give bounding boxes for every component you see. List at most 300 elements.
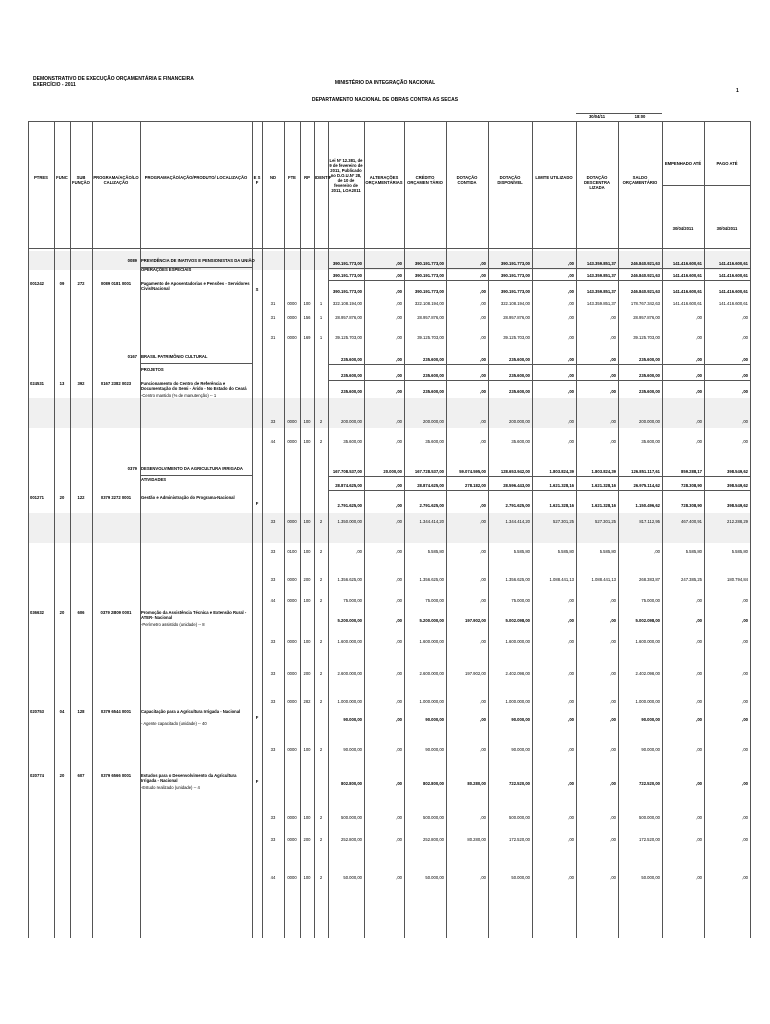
amount-cell: ,00 [568, 837, 574, 842]
source-code: 0000 [287, 577, 297, 582]
amount-cell: ,00 [696, 717, 702, 722]
subfunction-code: 128 [77, 709, 85, 714]
amount-cell: ,00 [610, 618, 616, 623]
amount-cell: 50.000,00 [641, 875, 660, 880]
source-code: 0000 [287, 747, 297, 752]
source-code: 0000 [287, 815, 297, 820]
identifier-code: 2 [319, 519, 323, 524]
amount-cell: 2.791.625,00 [505, 503, 530, 508]
action-target-note: -Estudo realizado (unidade) -- 4 [141, 785, 200, 790]
amount-cell: ,00 [742, 837, 748, 842]
program-code: 0089 [127, 258, 137, 263]
amount-cell: 247.385,25 [681, 577, 702, 582]
ptres-code: 001271 [30, 495, 44, 500]
amount-cell: 28.874.625,00 [417, 483, 444, 488]
amount-cell: ,00 [568, 815, 574, 820]
amount-cell: ,00 [396, 577, 402, 582]
amount-cell: 235.600,00 [423, 389, 444, 394]
amount-cell: 1.356.625,00 [505, 577, 530, 582]
amount-cell: ,00 [480, 747, 486, 752]
source-code: 0000 [287, 699, 297, 704]
amount-cell: ,00 [480, 699, 486, 704]
source-code: 0000 [287, 519, 297, 524]
rp-code: 100 [303, 519, 311, 524]
amount-cell: ,00 [396, 549, 402, 554]
amount-cell: 1.000.000,00 [337, 699, 362, 704]
action-code: 0379 2272 0001 [100, 495, 132, 500]
amount-cell: ,00 [396, 639, 402, 644]
amount-cell: 197.902,00 [465, 671, 486, 676]
sphere-code: F [255, 715, 259, 720]
amount-cell: ,00 [396, 598, 402, 603]
amount-cell: ,00 [480, 503, 486, 508]
nature-code: 33 [270, 671, 276, 676]
identifier-code: 2 [319, 815, 323, 820]
rp-code: 282 [303, 699, 311, 704]
amount-cell: 322.108.194,00 [332, 301, 362, 306]
amount-cell: 398.549,62 [727, 469, 748, 474]
rp-code: 169 [303, 335, 311, 340]
column-header-rp: RP [304, 175, 310, 180]
action-description: Pagamento de Aposentadorias e Pensões - Servidores Civis/Nacional [141, 281, 250, 291]
amount-cell: ,00 [696, 747, 702, 752]
program-name: PREVIDÊNCIA DE INATIVOS E PENSIONISTAS DA UNIÃO [141, 258, 255, 263]
amount-cell: 35.600,00 [641, 439, 660, 444]
func-code: 20 [59, 610, 65, 615]
ptres-code: 020774 [30, 773, 44, 778]
program-rule [140, 475, 252, 476]
amount-cell: ,00 [568, 671, 574, 676]
amount-cell: ,00 [568, 419, 574, 424]
amount-cell: 1.803.824,39 [591, 469, 616, 474]
func-code: 20 [59, 773, 65, 778]
amount-cell: ,00 [396, 699, 402, 704]
amount-cell: 141.416.600,61 [718, 261, 748, 266]
amount-cell: ,00 [480, 519, 486, 524]
amount-cell: 90.000,00 [343, 747, 362, 752]
subtotal-rule [328, 490, 750, 491]
amount-cell: 35.600,00 [343, 439, 362, 444]
column-header-lei: Lei Nº 12.381, de 9 de fevereiro de 2011, Publicado no D.O.U.Nº 28, de 10 de fevereiro de 2011, LOA2011 [329, 158, 363, 193]
amount-cell: ,00 [610, 389, 616, 394]
amount-cell: 235.600,00 [423, 373, 444, 378]
report-title [33, 76, 194, 88]
identifier-code: 2 [319, 875, 323, 880]
subtotal-rule [328, 280, 750, 281]
column-header-alteracoes: ALTERAÇÕES ORÇAMENTÁRIAS [365, 175, 403, 185]
column-header-fte: FTE [288, 175, 296, 180]
subtotal-rule [328, 268, 750, 269]
amount-cell: 167.708.537,00 [332, 469, 362, 474]
program-name: DESENVOLVIMENTO DA AGRICULTURA IRRIGADA [141, 466, 243, 471]
amount-cell: ,00 [480, 261, 486, 266]
amount-cell: ,00 [654, 549, 660, 554]
column-header-dotacao_desc: DOTAÇÃO DESCENTRA LIZADA [583, 175, 611, 190]
source-code: 0000 [287, 335, 297, 340]
amount-cell: 235.600,00 [639, 389, 660, 394]
subtotal-rule [328, 476, 750, 477]
amount-cell: ,00 [610, 335, 616, 340]
amount-cell: ,00 [568, 315, 574, 320]
amount-cell: 5.585,80 [731, 549, 748, 554]
amount-cell: 398.549,62 [727, 503, 748, 508]
amount-cell: 212.288,29 [727, 519, 748, 524]
amount-cell: 75.000,00 [641, 598, 660, 603]
amount-cell: ,00 [568, 747, 574, 752]
amount-cell: ,00 [696, 699, 702, 704]
nature-code: 31 [270, 315, 276, 320]
identifier-code: 1 [319, 335, 323, 340]
subgroup-name: ATIVIDADES [141, 477, 167, 482]
amount-cell: 802.800,00 [423, 781, 444, 786]
amount-cell: 235.600,00 [341, 389, 362, 394]
column-header-descricao: PROGRAMAÇÃO/AÇÃO/PRODUTO/ LOCALIZAÇÃO [144, 175, 248, 180]
column-header-func: FUNC [56, 175, 68, 180]
amount-cell: ,00 [610, 699, 616, 704]
amount-cell: ,00 [396, 389, 402, 394]
amount-cell: ,00 [396, 618, 402, 623]
amount-cell: 235.600,00 [509, 357, 530, 362]
amount-cell: ,00 [396, 373, 402, 378]
amount-cell: 5.200.000,00 [419, 618, 444, 623]
amount-cell: 1.000.000,00 [635, 699, 660, 704]
column-header-nd: ND [269, 175, 277, 180]
amount-cell: ,00 [742, 717, 748, 722]
action-target-note: -Perímetro assistido (unidade) -- 8 [141, 622, 205, 627]
amount-cell: ,00 [396, 301, 402, 306]
amount-cell: 1.344.414,20 [419, 519, 444, 524]
amount-cell: 235.600,00 [639, 373, 660, 378]
nature-code: 44 [270, 439, 276, 444]
amount-cell: ,00 [696, 837, 702, 842]
amount-cell: 527.301,25 [553, 519, 574, 524]
subtotal-rule [328, 380, 750, 381]
program-rule [140, 363, 252, 364]
rp-code: 100 [303, 875, 311, 880]
rp-code: 100 [303, 747, 311, 752]
source-code: 0000 [287, 419, 297, 424]
amount-cell: 39.125.703,00 [417, 335, 444, 340]
amount-cell: ,00 [610, 598, 616, 603]
amount-cell: ,00 [568, 875, 574, 880]
amount-cell: ,00 [742, 389, 748, 394]
amount-cell: ,00 [742, 747, 748, 752]
amount-cell: ,00 [568, 335, 574, 340]
amount-cell: ,00 [396, 483, 402, 488]
amount-cell: 1.621.328,16 [591, 483, 616, 488]
amount-cell: 5.585,80 [513, 549, 530, 554]
amount-cell: 235.600,00 [341, 373, 362, 378]
action-target-note: -Centro mantido (% de manutenção) -- 1 [141, 393, 217, 398]
source-code: 0000 [287, 875, 297, 880]
subgroup-name: PROJETOS [141, 367, 164, 372]
source-code: 0000 [287, 301, 297, 306]
amount-cell: ,00 [742, 875, 748, 880]
column-header-ptres: PTRES [34, 175, 48, 180]
sphere-code: F [255, 501, 259, 506]
amount-cell: 26.975.114,62 [633, 483, 660, 488]
amount-cell: 390.191.773,00 [414, 289, 444, 294]
amount-cell: 80.280,00 [467, 837, 486, 842]
amount-cell: ,00 [396, 519, 402, 524]
amount-cell: ,00 [568, 261, 574, 266]
amount-cell: ,00 [696, 419, 702, 424]
column-header-dotacao_contida: DOTAÇÃO CONTIDA [456, 175, 478, 185]
column-rule [252, 121, 253, 938]
amount-cell: 143.359.851,37 [586, 261, 616, 266]
amount-cell: ,00 [696, 439, 702, 444]
func-code: 04 [59, 709, 65, 714]
page-number: 1 [736, 88, 739, 94]
amount-cell: 2.600.000,00 [337, 671, 362, 676]
amount-cell: ,00 [610, 747, 616, 752]
amount-cell: 1.350.000,00 [337, 519, 362, 524]
action-code: 0379 6544 0001 [100, 709, 132, 714]
program-band [28, 513, 750, 543]
amount-cell: 128.653.942,00 [500, 469, 530, 474]
amount-cell: ,00 [742, 699, 748, 704]
amount-cell: ,00 [568, 289, 574, 294]
amount-cell: 722.520,00 [509, 781, 530, 786]
amount-cell: 180.794,84 [727, 577, 748, 582]
amount-cell: 200.000,00 [341, 419, 362, 424]
amount-cell: 90.000,00 [641, 717, 660, 722]
nature-code: 33 [270, 577, 276, 582]
amount-cell: 390.191.773,00 [500, 261, 530, 266]
amount-cell: 268.383,87 [639, 577, 660, 582]
rp-code: 100 [303, 419, 311, 424]
amount-cell: ,00 [610, 373, 616, 378]
amount-cell: ,00 [396, 315, 402, 320]
source-code: 0000 [287, 837, 297, 842]
amount-cell: ,00 [480, 875, 486, 880]
amount-cell: ,00 [696, 598, 702, 603]
amount-cell: 235.600,00 [639, 357, 660, 362]
nature-code: 33 [270, 549, 276, 554]
amount-cell: ,00 [742, 618, 748, 623]
column-rule [70, 121, 71, 938]
amount-cell: 500.000,00 [423, 815, 444, 820]
amount-cell: 500.000,00 [341, 815, 362, 820]
amount-cell: ,00 [610, 781, 616, 786]
nature-code: 33 [270, 747, 276, 752]
rp-code: 100 [303, 598, 311, 603]
action-code: 0167 2382 0023 [100, 381, 132, 386]
amount-cell: ,00 [696, 781, 702, 786]
amount-cell: 75.000,00 [425, 598, 444, 603]
amount-cell: ,00 [742, 671, 748, 676]
amount-cell: 141.416.600,61 [718, 301, 748, 306]
amount-cell: ,00 [742, 598, 748, 603]
amount-cell: ,00 [696, 815, 702, 820]
ptres-code: 036632 [30, 610, 44, 615]
identifier-code: 1 [319, 301, 323, 306]
amount-cell: 322.108.194,00 [500, 301, 530, 306]
amount-cell: ,00 [396, 815, 402, 820]
rp-code: 100 [303, 815, 311, 820]
amount-cell: ,00 [610, 717, 616, 722]
amount-cell: 1.621.328,16 [549, 503, 574, 508]
identifier-code: 2 [319, 671, 323, 676]
amount-cell: 1.600.000,00 [635, 639, 660, 644]
amount-cell: ,00 [742, 815, 748, 820]
column-rule [140, 121, 141, 938]
amount-cell: 1.088.441,13 [549, 577, 574, 582]
subfunction-code: 606 [77, 610, 85, 615]
amount-cell: 1.000.000,00 [505, 699, 530, 704]
time-cell: 18:00 [634, 114, 646, 119]
rp-code: 200 [303, 671, 311, 676]
column-rule [92, 121, 93, 938]
amount-cell: ,00 [396, 671, 402, 676]
amount-cell: 28.596.443,00 [503, 483, 530, 488]
amount-cell: ,00 [610, 315, 616, 320]
amount-cell: 200.000,00 [423, 419, 444, 424]
amount-cell: 5.585,80 [685, 549, 702, 554]
amount-cell: 235.600,00 [509, 373, 530, 378]
amount-cell: 1.088.441,13 [591, 577, 616, 582]
column-header-subfuncao: SUB FUNÇÃO [72, 175, 90, 185]
amount-cell: ,00 [568, 301, 574, 306]
amount-cell: 817.112,95 [639, 519, 660, 524]
amount-cell: 252.800,00 [341, 837, 362, 842]
amount-cell: 235.600,00 [423, 357, 444, 362]
program-code: 0379 [127, 466, 137, 471]
identifier-code: 2 [319, 699, 323, 704]
amount-cell: 141.416.600,61 [672, 289, 702, 294]
subgroup-name: OPERAÇÕES ESPECIAIS [141, 267, 192, 272]
amount-cell: 172.520,00 [639, 837, 660, 842]
amount-cell: 500.000,00 [639, 815, 660, 820]
amount-cell: ,00 [480, 549, 486, 554]
amount-cell: 246.840.921,63 [630, 273, 660, 278]
amount-cell: 246.840.921,63 [630, 261, 660, 266]
amount-cell: 39.125.703,00 [335, 335, 362, 340]
amount-cell: 28.957.876,00 [417, 315, 444, 320]
amount-cell: 1.150.496,62 [635, 503, 660, 508]
amount-cell: ,00 [396, 261, 402, 266]
amount-cell: ,00 [610, 439, 616, 444]
action-code: 0089 0181 0001 [100, 281, 132, 286]
amount-cell: 467.400,91 [681, 519, 702, 524]
amount-cell: ,00 [696, 315, 702, 320]
amount-cell: ,00 [742, 357, 748, 362]
amount-cell: ,00 [480, 598, 486, 603]
amount-cell: 2.791.625,00 [337, 503, 362, 508]
amount-cell: 398.549,62 [727, 483, 748, 488]
nature-code: 31 [270, 335, 276, 340]
subfunction-code: 272 [77, 281, 85, 286]
amount-cell: ,00 [396, 717, 402, 722]
amount-cell: 2.600.000,00 [419, 671, 444, 676]
header-bottom-rule [28, 248, 750, 249]
amount-cell: ,00 [480, 419, 486, 424]
amount-cell: 200.000,00 [509, 419, 530, 424]
amount-cell: 235.600,00 [341, 357, 362, 362]
amount-cell: 75.000,00 [511, 598, 530, 603]
nature-code: 33 [270, 837, 276, 842]
amount-cell: ,00 [396, 273, 402, 278]
amount-cell: ,00 [480, 577, 486, 582]
amount-cell: 728.308,90 [681, 483, 702, 488]
amount-cell: 390.191.773,00 [500, 289, 530, 294]
ministry-name: MINISTÉRIO DA INTEGRAÇÃO NACIONAL [334, 80, 436, 86]
amount-cell: 39.125.703,00 [633, 335, 660, 340]
rp-code: 100 [303, 301, 311, 306]
identifier-code: 2 [319, 549, 323, 554]
amount-cell: 80.280,00 [467, 781, 486, 786]
nature-code: 31 [270, 301, 276, 306]
amount-cell: ,00 [742, 781, 748, 786]
amount-cell: 802.800,00 [341, 781, 362, 786]
subfunction-code: 392 [77, 381, 85, 386]
amount-cell: ,00 [742, 639, 748, 644]
header-top-rule [28, 121, 750, 122]
amount-cell: ,00 [696, 618, 702, 623]
amount-cell: ,00 [396, 439, 402, 444]
amount-cell: ,00 [568, 389, 574, 394]
amount-cell: 141.416.600,61 [718, 289, 748, 294]
source-code: 0100 [287, 549, 297, 554]
amount-cell: 126.851.117,61 [631, 469, 660, 474]
amount-cell: 2.402.098,00 [505, 671, 530, 676]
amount-cell: ,00 [696, 335, 702, 340]
amount-cell: 235.600,00 [509, 389, 530, 394]
amount-cell: 90.000,00 [641, 747, 660, 752]
ptres-code: 001242 [30, 281, 44, 286]
action-description: Capacitação para a Agricultura Irrigada - Nacional [141, 709, 241, 714]
amount-cell: 90.000,00 [343, 717, 362, 722]
amount-cell: 35.600,00 [425, 439, 444, 444]
amount-cell: 28.957.876,00 [335, 315, 362, 320]
amount-cell: ,00 [610, 357, 616, 362]
report-title-line2: EXERCÍCIO - 2011 [33, 82, 76, 88]
amount-cell: 28.874.625,00 [335, 483, 362, 488]
amount-cell: ,00 [568, 618, 574, 623]
amount-cell: 39.125.703,00 [503, 335, 530, 340]
identifier-code: 2 [319, 747, 323, 752]
amount-cell: 1.356.625,00 [419, 577, 444, 582]
action-code: 0379 6566 0001 [100, 773, 132, 778]
amount-cell: 1.600.000,00 [419, 639, 444, 644]
ptres-code: 024531 [30, 381, 44, 386]
amount-cell: 278.182,00 [465, 483, 486, 488]
source-code: 0000 [287, 598, 297, 603]
amount-cell: 5.200.000,00 [337, 618, 362, 623]
identifier-code: 1 [319, 315, 323, 320]
amount-cell: 859.288,17 [681, 469, 702, 474]
column-header-esf: E S F [253, 175, 261, 185]
amount-cell: ,00 [480, 273, 486, 278]
amount-cell: ,00 [610, 639, 616, 644]
amount-cell: 90.000,00 [511, 747, 530, 752]
column-rule [54, 121, 55, 938]
nature-code: 33 [270, 639, 276, 644]
amount-cell: 390.191.773,00 [414, 261, 444, 266]
amount-cell: 5.585,80 [427, 549, 444, 554]
amount-cell: 246.840.921,63 [630, 289, 660, 294]
sphere-code: S [255, 287, 259, 292]
amount-cell: 35.600,00 [511, 439, 530, 444]
amount-cell: ,00 [696, 357, 702, 362]
amount-cell: 200.000,00 [639, 419, 660, 424]
subfunction-code: 607 [77, 773, 85, 778]
column-header-limite: LIMITE UTILIZADO [535, 175, 573, 180]
action-target-note: - Agente capacitado (unidade) -- 40 [141, 721, 207, 726]
nature-code: 33 [270, 699, 276, 704]
amount-cell: ,00 [742, 373, 748, 378]
nature-code: 33 [270, 519, 276, 524]
